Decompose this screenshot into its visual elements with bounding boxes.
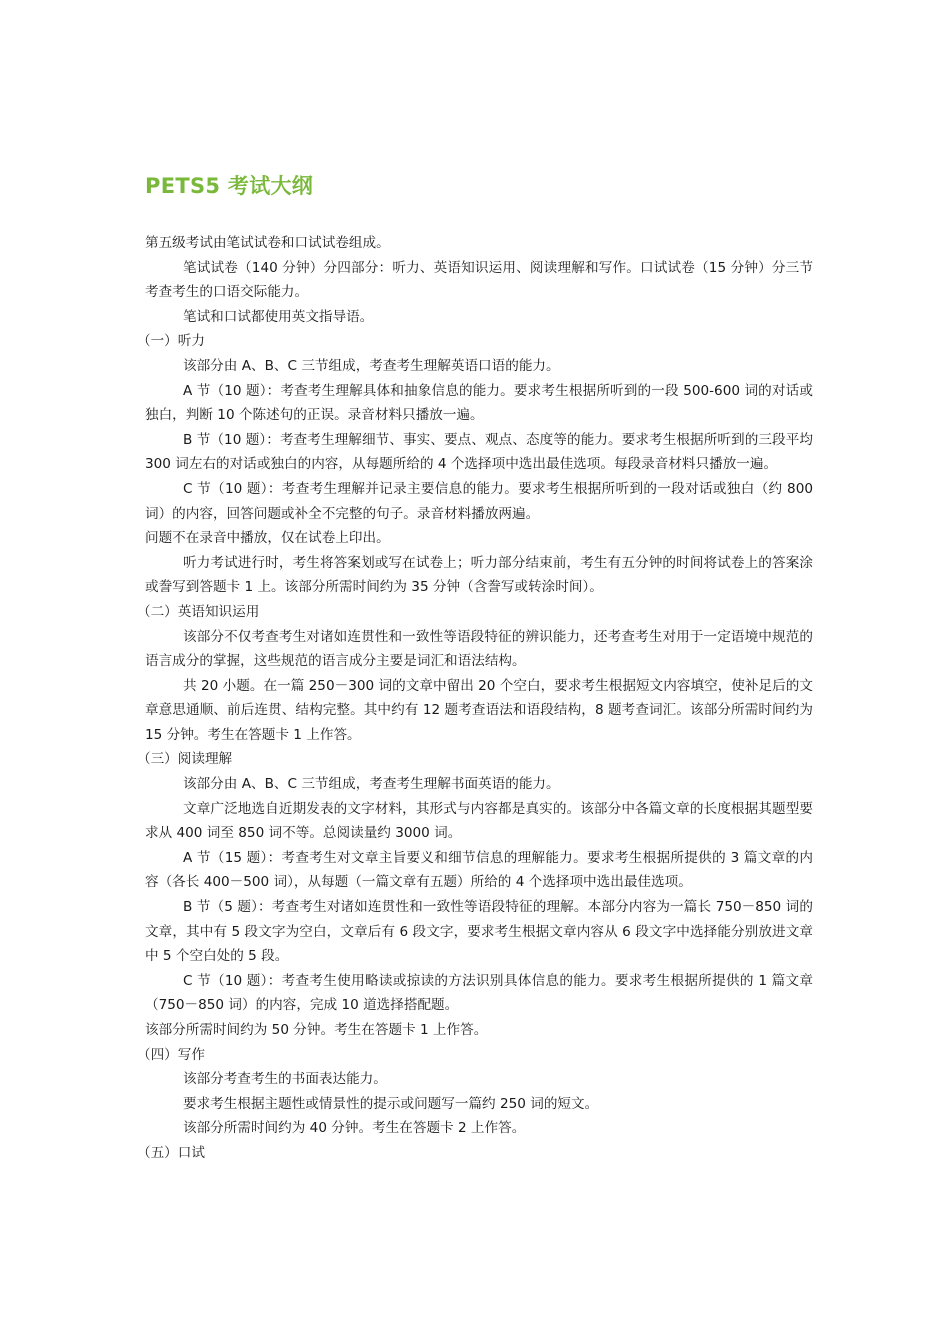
section-heading: （五）口试: [137, 1144, 205, 1161]
section-heading: （一）听力: [137, 333, 205, 350]
section-heading: （三）阅读理解: [137, 751, 233, 768]
paragraph: 共 20 小题。在一篇 250－300 词的文章中留出 20 个空白，要求考生根据短文内容填空，使补足后的文章意思通顺、前后连贯、结构完整。其中约有 12 题考查语法和语段结构，8 题考查词汇。该部分所需时间约为 15 分钟。考生在答题卡 1 上作答。: [145, 677, 813, 743]
section-heading: （二）英语知识运用: [137, 603, 260, 620]
paragraph: C 节（10 题）：考查考生理解并记录主要信息的能力。要求考生根据所听到的一段对话或独白（约 800 词）的内容，回答问题或补全不完整的句子。录音材料播放两遍。: [145, 480, 813, 522]
document-title: PETS5 考试大纲: [145, 174, 314, 198]
paragraph: B 节（5 题）：考查考生对诸如连贯性和一致性等语段特征的理解。本部分内容为一篇长 750－850 词的文章，其中有 5 段文字为空白，文章后有 6 段文字，要求考生根据文章内容从 6 段文字中选择能分别放进文章中 5 个空白处的 5 段。: [145, 899, 813, 965]
paragraph: 该部分所需时间约为 50 分钟。考生在答题卡 1 上作答。: [145, 1022, 488, 1038]
section-heading: （四）写作: [137, 1046, 205, 1063]
paragraph: 第五级考试由笔试试卷和口试试卷组成。: [145, 235, 390, 251]
paragraph: 该部分所需时间约为 40 分钟。考生在答题卡 2 上作答。: [183, 1120, 526, 1137]
paragraph: A 节（15 题）：考查考生对文章主旨要义和细节信息的理解能力。要求考生根据所提供的 3 篇文章的内容（各长 400－500 词），从每题（一篇文章有五题）所给的 4 个选择项中选出最佳选项。: [145, 849, 813, 891]
paragraph: 问题不在录音中播放，仅在试卷上印出。: [145, 530, 390, 547]
paragraph: 笔试试卷（140 分钟）分四部分：听力、英语知识运用、阅读理解和写作。口试试卷（15 分钟）分三节考查考生的口语交际能力。: [145, 259, 813, 301]
paragraph: 该部分由 A、B、C 三节组成，考查考生理解书面英语的能力。: [183, 776, 560, 793]
paragraph: 该部分考查考生的书面表达能力。: [183, 1071, 387, 1088]
paragraph: 文章广泛地选自近期发表的文字材料，其形式与内容都是真实的。该部分中各篇文章的长度根据其题型要求从 400 词至 850 词不等。总阅读量约 3000 词。: [145, 800, 813, 842]
paragraph: 该部分不仅考查考生对诸如连贯性和一致性等语段特征的辨识能力，还考查考生对用于一定语境中规范的语言成分的掌握，这些规范的语言成分主要是词汇和语法结构。: [145, 628, 813, 670]
paragraph: A 节（10 题）：考查考生理解具体和抽象信息的能力。要求考生根据所听到的一段 500-600 词的对话或独白，判断 10 个陈述句的正误。录音材料只播放一遍。: [145, 382, 813, 424]
paragraph: 听力考试进行时，考生将答案划或写在试卷上；听力部分结束前，考生有五分钟的时间将试卷上的答案涂或誊写到答题卡 1 上。该部分所需时间约为 35 分钟（含誊写或转涂时间）。: [145, 554, 813, 596]
paragraph: C 节（10 题）：考查考生使用略读或掠读的方法识别具体信息的能力。要求考生根据所提供的 1 篇文章（750－850 词）的内容，完成 10 道选择搭配题。: [145, 972, 813, 1014]
paragraph: 要求考生根据主题性或情景性的提示或问题写一篇约 250 词的短文。: [183, 1095, 599, 1112]
paragraph: 笔试和口试都使用英文指导语。: [183, 308, 374, 325]
paragraph: 该部分由 A、B、C 三节组成，考查考生理解英语口语的能力。: [183, 357, 560, 374]
paragraph: B 节（10 题）：考查考生理解细节、事实、要点、观点、态度等的能力。要求考生根据所听到的三段平均 300 词左右的对话或独白的内容，从每题所给的 4 个选择项中选出最佳选项。每段录音材料只播放一遍。: [145, 431, 813, 473]
document-body: [137, 231, 813, 1166]
